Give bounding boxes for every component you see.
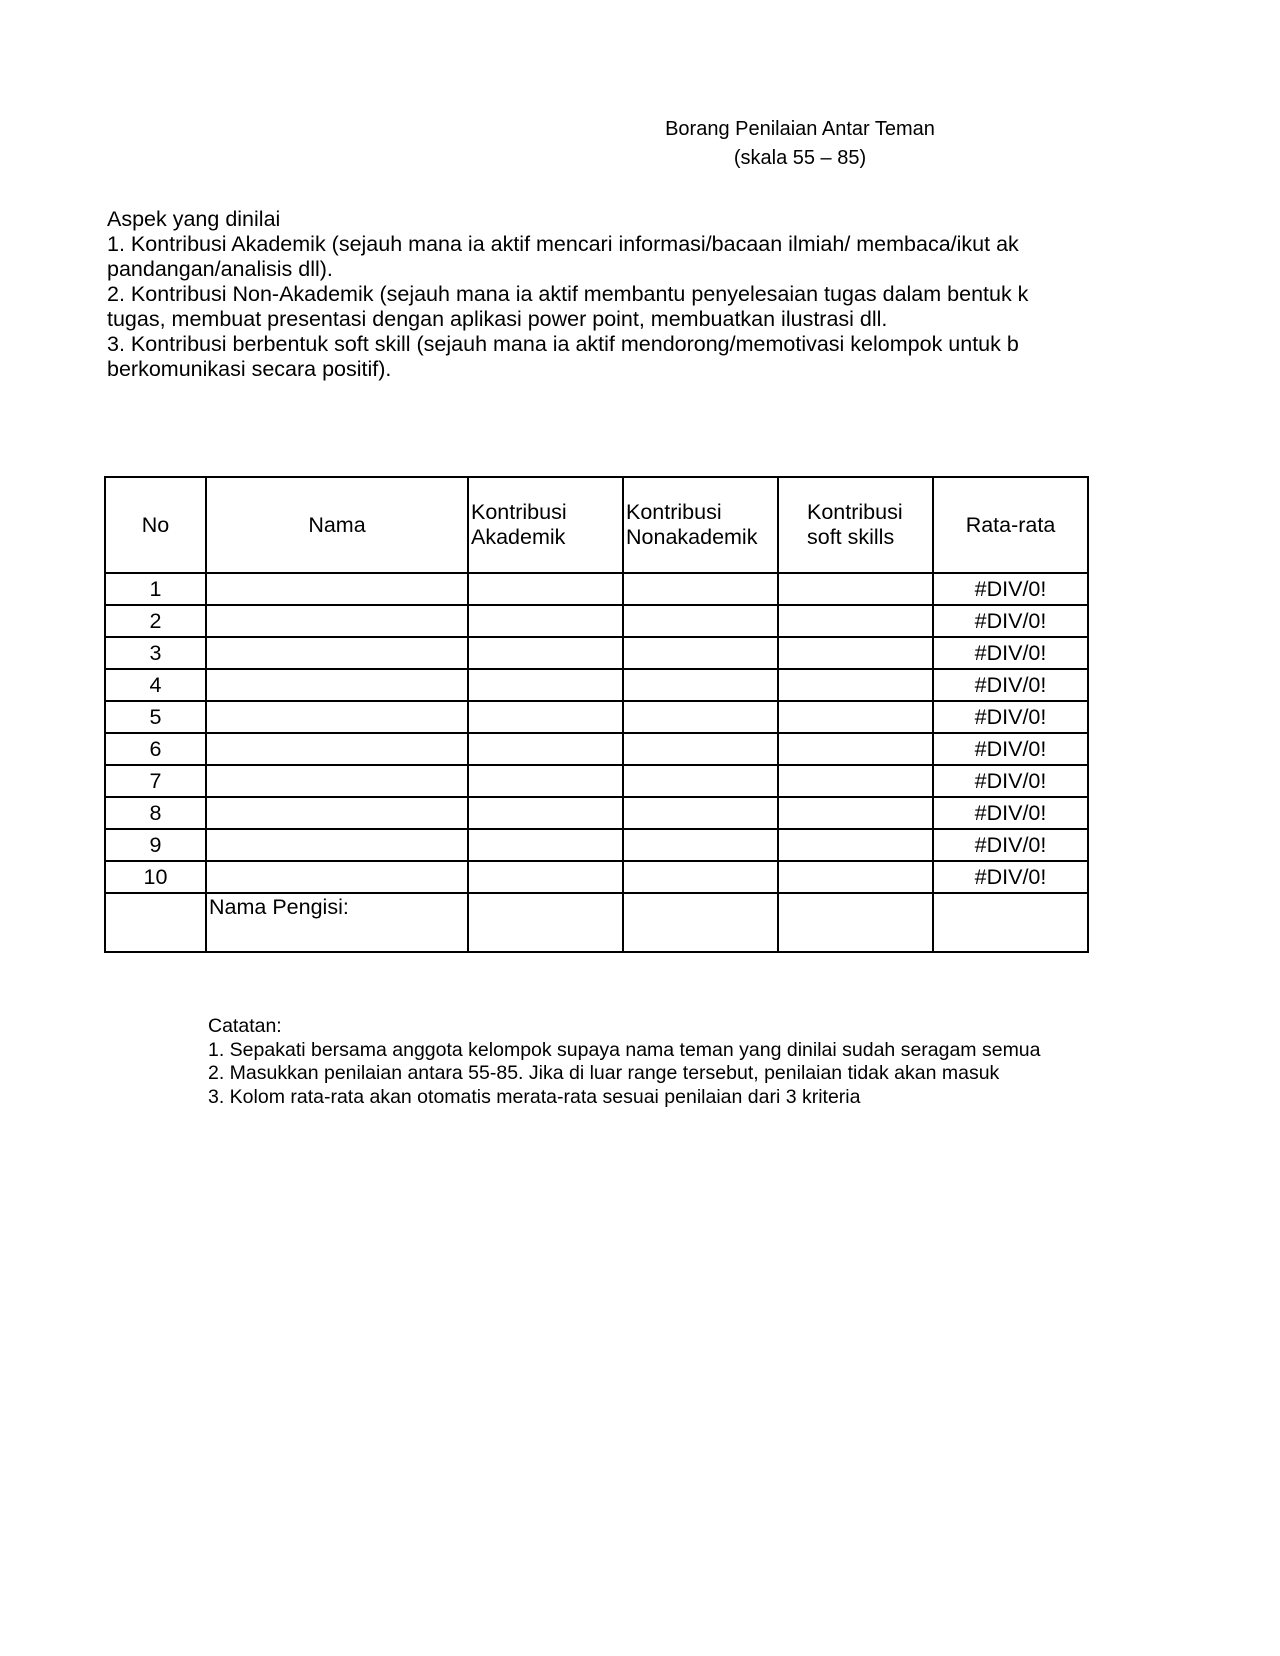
rata-rata-cell: #DIV/0! (933, 573, 1088, 605)
soft-skills-cell[interactable] (778, 829, 933, 861)
header-line: soft skills (807, 525, 895, 549)
aspect-line: 1. Kontribusi Akademik (sejauh mana ia aktif mencari informasi/bacaan ilmiah/ membaca/ikut ak (107, 232, 1019, 256)
notes-section (208, 1015, 1092, 1109)
filler-row (105, 893, 1088, 952)
nama-cell[interactable] (206, 573, 468, 605)
nama-cell[interactable] (206, 637, 468, 669)
aspect-line: 3. Kontribusi berbentuk soft skill (sejauh mana ia aktif mendorong/memotivasi kelompok untuk b (107, 332, 1019, 356)
header-line: Kontribusi (471, 500, 567, 524)
table-row (105, 829, 1088, 861)
filler-soft-skills-cell[interactable] (778, 893, 933, 952)
table-row (105, 637, 1088, 669)
nama-cell[interactable] (206, 861, 468, 893)
form-title (655, 115, 945, 173)
table-header-row (105, 477, 1088, 573)
filler-rata-rata-cell (933, 893, 1088, 952)
note-line: 2. Masukkan penilaian antara 55-85. Jika di luar range tersebut, penilaian tidak akan masuk (208, 1062, 1000, 1084)
aspects-heading: Aspek yang dinilai (107, 207, 281, 231)
table-row (105, 861, 1088, 893)
row-number: 2 (105, 605, 206, 637)
soft-skills-cell[interactable] (778, 573, 933, 605)
soft-skills-cell[interactable] (778, 701, 933, 733)
row-number: 10 (105, 861, 206, 893)
rata-rata-cell: #DIV/0! (933, 733, 1088, 765)
header-no: No (105, 477, 206, 573)
row-number: 1 (105, 573, 206, 605)
header-line: Akademik (471, 525, 566, 549)
header-line: Kontribusi (807, 500, 903, 524)
nama-cell[interactable] (206, 829, 468, 861)
row-number: 3 (105, 637, 206, 669)
nonakademik-cell[interactable] (623, 701, 778, 733)
rata-rata-cell: #DIV/0! (933, 605, 1088, 637)
form-scale-line: (skala 55 – 85) (733, 147, 867, 169)
header-kontribusi-akademik (468, 477, 623, 573)
rata-rata-cell: #DIV/0! (933, 797, 1088, 829)
nonakademik-cell[interactable] (623, 573, 778, 605)
header-rata-rata: Rata-rata (933, 477, 1088, 573)
nonakademik-cell[interactable] (623, 605, 778, 637)
table-row (105, 701, 1088, 733)
aspect-line: berkomunikasi secara positif). (107, 357, 392, 381)
akademik-cell[interactable] (468, 573, 623, 605)
rata-rata-cell: #DIV/0! (933, 637, 1088, 669)
table-row (105, 765, 1088, 797)
akademik-cell[interactable] (468, 637, 623, 669)
note-line: 1. Sepakati bersama anggota kelompok supaya nama teman yang dinilai sudah seragam semua (208, 1038, 1041, 1061)
nonakademik-cell[interactable] (623, 829, 778, 861)
akademik-cell[interactable] (468, 861, 623, 893)
header-nama: Nama (206, 477, 468, 573)
form-title-line: Borang Penilaian Antar Teman (665, 118, 935, 140)
note-line: 3. Kolom rata-rata akan otomatis merata-rata sesuai penilaian dari 3 kriteria (208, 1085, 861, 1108)
nonakademik-cell[interactable] (623, 861, 778, 893)
table-row (105, 797, 1088, 829)
filler-akademik-cell[interactable] (468, 893, 623, 952)
soft-skills-cell[interactable] (778, 797, 933, 829)
table-row (105, 605, 1088, 637)
row-number: 4 (105, 669, 206, 701)
nama-pengisi-label[interactable]: Nama Pengisi: (206, 893, 468, 952)
soft-skills-cell[interactable] (778, 605, 933, 637)
row-number: 5 (105, 701, 206, 733)
nama-cell[interactable] (206, 669, 468, 701)
akademik-cell[interactable] (468, 797, 623, 829)
header-line: Nonakademik (626, 525, 758, 549)
nama-cell[interactable] (206, 765, 468, 797)
akademik-cell[interactable] (468, 669, 623, 701)
akademik-cell[interactable] (468, 829, 623, 861)
nama-cell[interactable] (206, 733, 468, 765)
row-number: 6 (105, 733, 206, 765)
soft-skills-cell[interactable] (778, 669, 933, 701)
table-row (105, 733, 1088, 765)
filler-no-cell (105, 893, 206, 952)
nonakademik-cell[interactable] (623, 797, 778, 829)
table-row (105, 573, 1088, 605)
akademik-cell[interactable] (468, 733, 623, 765)
row-number: 8 (105, 797, 206, 829)
row-number: 9 (105, 829, 206, 861)
rata-rata-cell: #DIV/0! (933, 701, 1088, 733)
row-number: 7 (105, 765, 206, 797)
soft-skills-cell[interactable] (778, 861, 933, 893)
rata-rata-cell: #DIV/0! (933, 669, 1088, 701)
soft-skills-cell[interactable] (778, 637, 933, 669)
rata-rata-cell: #DIV/0! (933, 861, 1088, 893)
header-kontribusi-soft-skills (778, 477, 933, 573)
nama-cell[interactable] (206, 797, 468, 829)
akademik-cell[interactable] (468, 765, 623, 797)
header-kontribusi-nonakademik (623, 477, 778, 573)
soft-skills-cell[interactable] (778, 733, 933, 765)
soft-skills-cell[interactable] (778, 765, 933, 797)
nonakademik-cell[interactable] (623, 637, 778, 669)
akademik-cell[interactable] (468, 701, 623, 733)
assessment-aspects (107, 207, 1092, 387)
nonakademik-cell[interactable] (623, 765, 778, 797)
nonakademik-cell[interactable] (623, 733, 778, 765)
nonakademik-cell[interactable] (623, 669, 778, 701)
header-line: Kontribusi (626, 500, 722, 524)
aspect-line: 2. Kontribusi Non-Akademik (sejauh mana ia aktif membantu penyelesaian tugas dalam bentuk k (107, 282, 1029, 306)
notes-heading: Catatan: (208, 1015, 282, 1037)
akademik-cell[interactable] (468, 605, 623, 637)
nama-cell[interactable] (206, 605, 468, 637)
assessment-table (104, 476, 1089, 953)
table-row (105, 669, 1088, 701)
filler-nonakademik-cell[interactable] (623, 893, 778, 952)
aspect-line: pandangan/analisis dll). (107, 257, 333, 281)
aspect-line: tugas, membuat presentasi dengan aplikasi power point, membuatkan ilustrasi dll. (107, 307, 888, 331)
nama-cell[interactable] (206, 701, 468, 733)
rata-rata-cell: #DIV/0! (933, 829, 1088, 861)
rata-rata-cell: #DIV/0! (933, 765, 1088, 797)
